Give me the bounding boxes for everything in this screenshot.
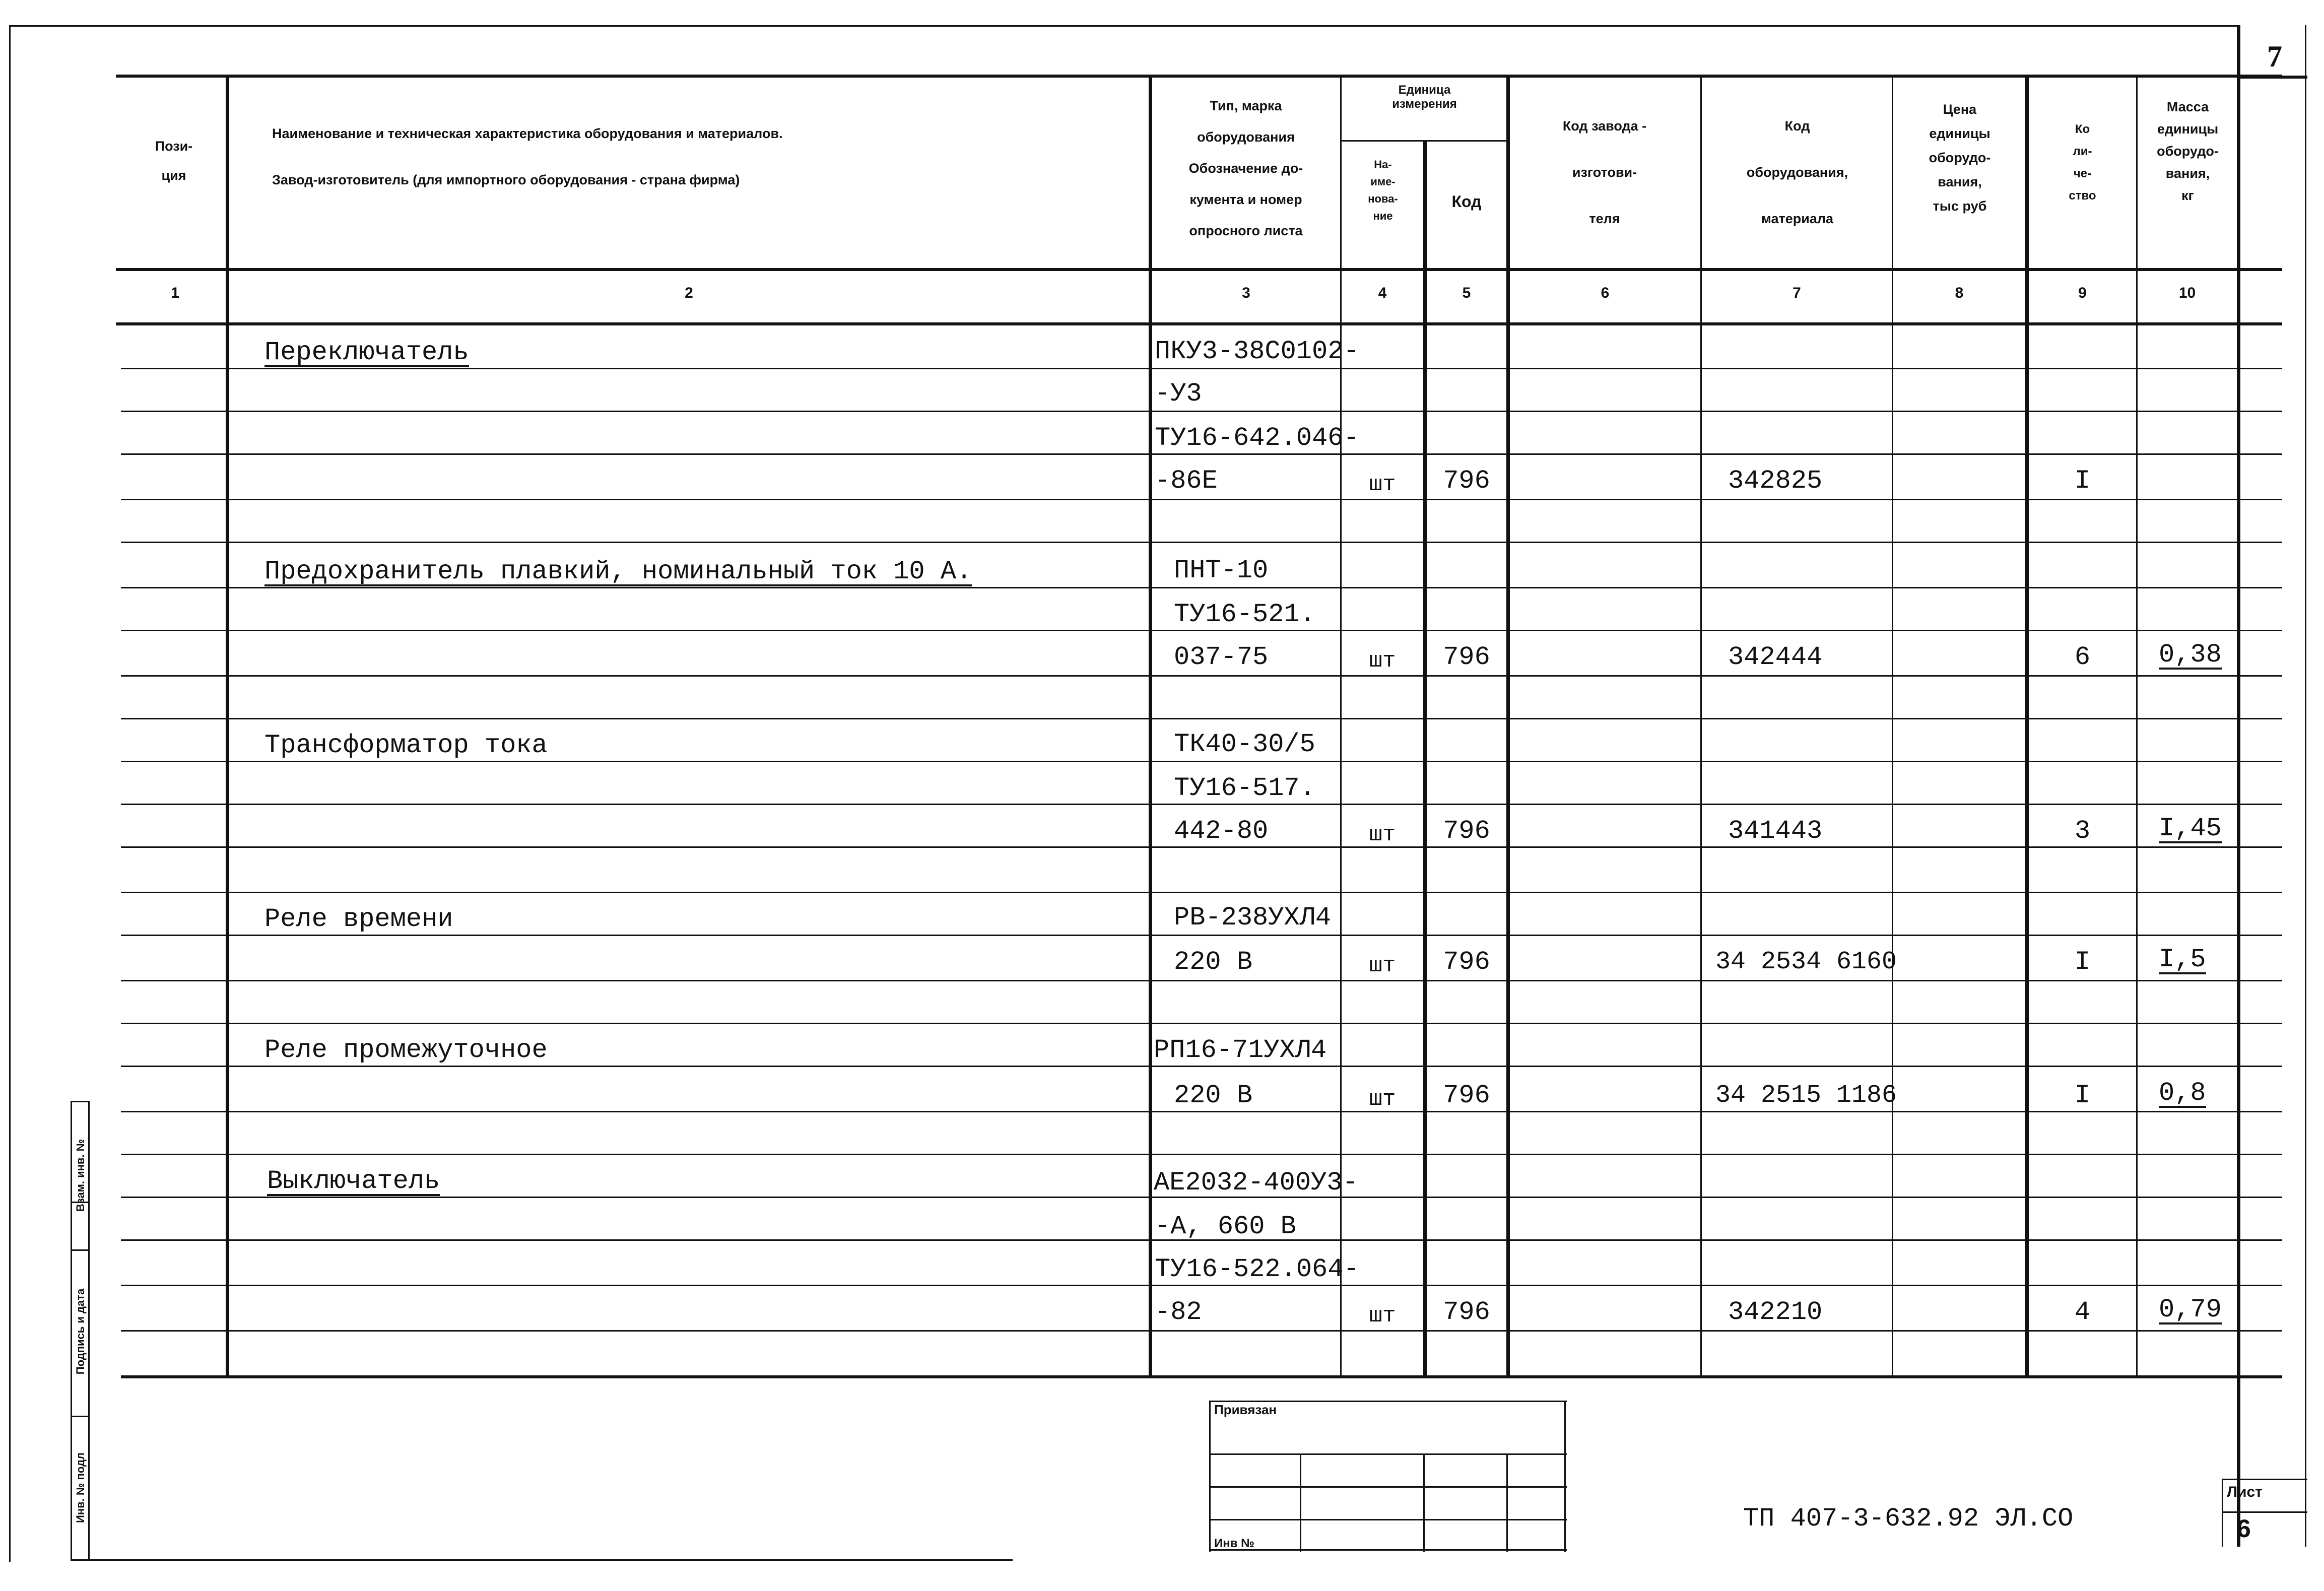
item-unit-code: 796 xyxy=(1443,1297,1490,1327)
header-col10: Масса единицы оборудо- вания, кг xyxy=(2157,99,2219,203)
header-col4: На- име- нова- ние xyxy=(1368,158,1398,222)
item-unit: шт xyxy=(1369,648,1396,674)
drawing-sheet: 7 Пози- ция Наименование и техническая характеристика оборудования и материалов. Завод-изготовитель (для импортного оборудования - страна фирма) Тип, марка оборудования Обозначение до- кумента и номер опросного листа Единица измерения На- име- нова- ние Код Код завода - изготови- теля Код оборудования, материала Цена единицы оборудо- вания, тыс руб Ко ли- че- ство Масса единицы оборудо- вания, кг 1 2 3 4 5 6 7 8 9 10 Переключатель ПКУ3-38С0102- -У3 ТУ16-642.046- -86Е шт 796 342825 I Предохранитель плавкий, номинальный ток 10 А. ПНТ-10 ТУ16-521. 037-75 шт 796 342444 6 0,38 Трансформатор тока ТК40-30/5 ТУ16-517. 442-80 шт 796 341443 3 I,45 Реле времени РВ-238УХЛ4 220 В шт 796 34 2534 6160 I I,5 Реле промежуточное РП16-71УХЛ4 220 В шт 796 34 2515 1186 I 0,8 Выключатель АЕ2032-400У3- -А, 660 В ТУ16-522.064- -82 шт 796 342210 4 0,79 Привязан Инв № ТП 407-3-632.92 ЭЛ.СО Лист 6 Инв. № подл Подпись и дата Взам. инв. № xyxy=(0,0,2324,1591)
side-inv-no-podl: Инв. № подл xyxy=(74,1452,87,1523)
item-qty: 4 xyxy=(2074,1297,2091,1327)
side-vzam-inv: Взам. инв. № xyxy=(74,1139,87,1212)
item-type: ТУ16-522.064- xyxy=(1155,1254,1359,1284)
side-signature-date: Подпись и дата xyxy=(74,1288,87,1375)
item-unit: шт xyxy=(1369,953,1396,978)
item-name: Выключатель xyxy=(267,1166,440,1196)
item-qty: 3 xyxy=(2074,816,2091,846)
item-unit: шт xyxy=(1369,1087,1396,1112)
sheet-number-top: 7 xyxy=(2267,40,2282,73)
item-type: 037-75 xyxy=(1174,642,1269,672)
header-col5: Код xyxy=(1451,192,1482,211)
item-qty: I xyxy=(2074,466,2091,496)
item-type: -А, 660 В xyxy=(1155,1212,1296,1241)
item-equipment-code: 342444 xyxy=(1728,642,1823,672)
header-col8: Цена единицы оборудо- вания, тыс руб xyxy=(1929,102,1991,214)
item-mass: I,45 xyxy=(2159,814,2222,843)
header-col7: Код оборудования, материала xyxy=(1746,118,1848,226)
item-unit: шт xyxy=(1369,822,1396,847)
header-col2: Наименование и техническая характеристика оборудования и материалов. Завод-изготовитель (для импортного оборудования - страна фирма) xyxy=(272,126,783,187)
item-name: Трансформатор тока xyxy=(264,731,548,760)
item-name: Переключатель xyxy=(264,338,469,367)
item-name: Реле времени xyxy=(264,904,453,934)
item-type: ПНТ-10 xyxy=(1174,556,1269,585)
item-type: -82 xyxy=(1155,1297,1202,1327)
header-unit-group: Единица измерения xyxy=(1392,83,1457,111)
header-col6: Код завода - изготови- теля xyxy=(1562,118,1647,226)
item-qty: I xyxy=(2074,947,2091,977)
stamp-privyazan: Привязан xyxy=(1214,1402,1277,1417)
item-type: 220 В xyxy=(1174,947,1253,977)
item-type: АЕ2032-400У3- xyxy=(1154,1168,1358,1198)
item-type: РП16-71УХЛ4 xyxy=(1154,1035,1327,1065)
item-type: -86Е xyxy=(1155,466,1218,496)
stamp-inv-no: Инв № xyxy=(1214,1537,1254,1550)
item-equipment-code: 342825 xyxy=(1728,466,1823,496)
item-type: ПКУ3-38С0102- xyxy=(1155,337,1359,366)
item-type: ТК40-30/5 xyxy=(1174,730,1315,759)
item-type: -У3 xyxy=(1155,379,1202,409)
item-type: 220 В xyxy=(1174,1081,1253,1110)
item-mass: I,5 xyxy=(2159,945,2206,974)
item-name: Предохранитель плавкий, номинальный ток 10 А. xyxy=(264,557,972,586)
sheet-label: Лист xyxy=(2227,1484,2263,1500)
item-equipment-code: 34 2534 6160 xyxy=(1715,948,1897,976)
item-mass: 0,79 xyxy=(2159,1295,2222,1324)
item-unit-code: 796 xyxy=(1443,947,1490,977)
item-unit: шт xyxy=(1369,472,1396,497)
item-unit-code: 796 xyxy=(1443,642,1490,672)
item-type: РВ-238УХЛ4 xyxy=(1174,903,1332,933)
sheet-value: 6 xyxy=(2237,1514,2251,1543)
header-col3: Тип, марка оборудования Обозначение до- кумента и номер опросного листа xyxy=(1188,98,1303,238)
item-type: ТУ16-517. xyxy=(1174,773,1315,803)
item-equipment-code: 342210 xyxy=(1728,1297,1823,1327)
item-unit-code: 796 xyxy=(1443,816,1490,846)
item-unit: шт xyxy=(1369,1303,1396,1329)
item-mass: 0,8 xyxy=(2159,1078,2206,1108)
item-equipment-code: 341443 xyxy=(1728,816,1823,846)
item-name: Реле промежуточное xyxy=(264,1035,548,1065)
item-mass: 0,38 xyxy=(2159,640,2222,670)
item-unit-code: 796 xyxy=(1443,1081,1490,1110)
item-unit-code: 796 xyxy=(1443,466,1490,496)
item-qty: I xyxy=(2074,1081,2091,1110)
header-col9: Ко ли- че- ство xyxy=(2069,122,2096,203)
document-code: ТП 407-3-632.92 ЭЛ.СО xyxy=(1743,1504,2074,1534)
item-type: ТУ16-521. xyxy=(1174,600,1315,629)
header-col1: Пози- ция xyxy=(155,139,193,183)
item-type: 442-80 xyxy=(1174,816,1269,846)
item-type: ТУ16-642.046- xyxy=(1155,423,1359,453)
item-equipment-code: 34 2515 1186 xyxy=(1715,1081,1897,1110)
item-qty: 6 xyxy=(2074,642,2091,672)
